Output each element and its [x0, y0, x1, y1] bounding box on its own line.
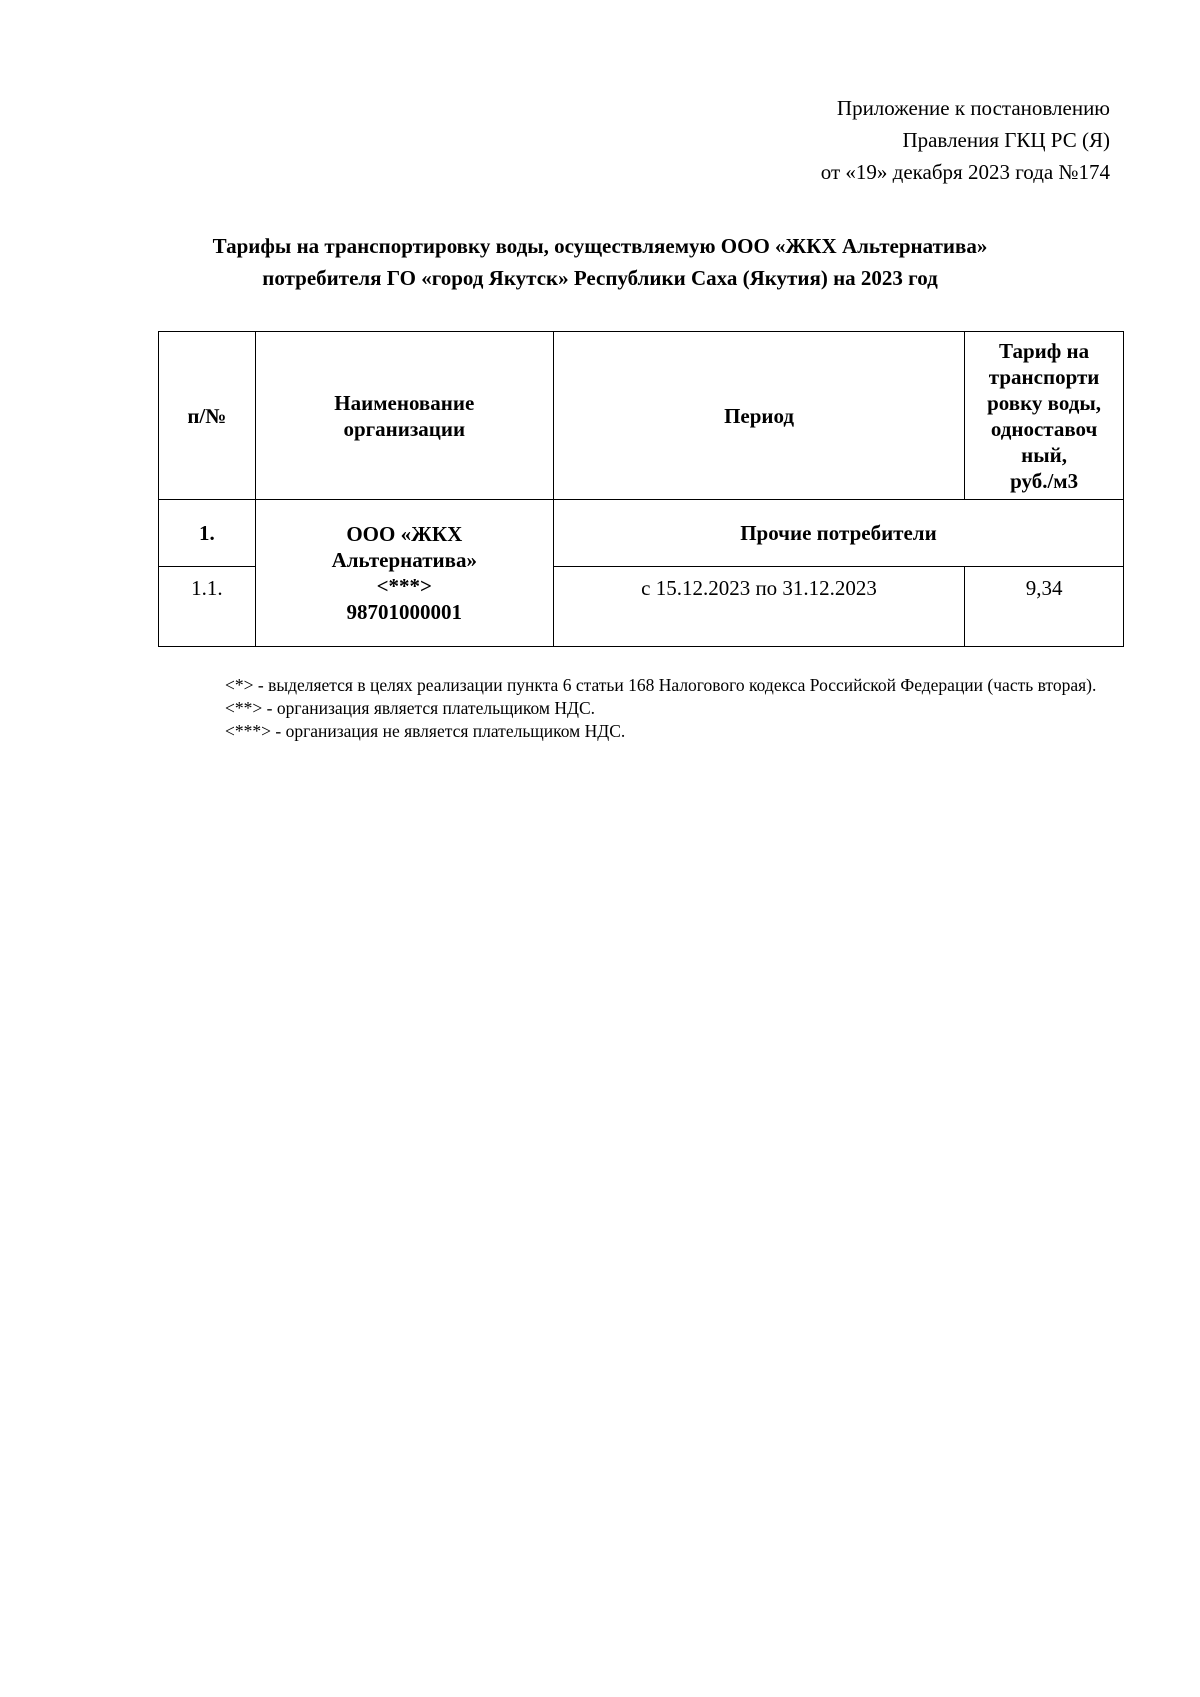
title-line-2: потребителя ГО «город Якутск» Республики Саха (Якутия) на 2023 год — [262, 266, 938, 290]
footnote-3: <***> - организация не является плательщиком НДС. — [225, 721, 626, 741]
header-tariff-line-3: ровку воды, — [987, 390, 1102, 415]
appendix-header — [610, 92, 1110, 188]
header-tariff-line-6: руб./м3 — [1010, 468, 1079, 493]
title-line-1: Тарифы на транспортировку воды, осуществляемую ООО «ЖКХ Альтернатива» — [212, 234, 988, 258]
header-tariff — [965, 332, 1124, 500]
appendix-line-3: от «19» декабря 2023 года №174 — [820, 160, 1110, 184]
header-org — [255, 332, 553, 500]
org-line-1: ООО «ЖКХ — [346, 522, 463, 546]
document-title — [120, 230, 1080, 294]
header-tariff-line-4: одноставоч — [990, 416, 1098, 441]
org-cell — [255, 500, 553, 647]
group-label: Прочие потребители — [553, 500, 1123, 567]
row-period: с 15.12.2023 по 31.12.2023 — [553, 567, 964, 647]
footnote-1 — [143, 674, 1113, 697]
header-org-line-2: организации — [343, 416, 466, 441]
header-num: п/№ — [159, 332, 256, 500]
header-period: Период — [553, 332, 964, 500]
org-line-3: <***> — [376, 574, 432, 598]
appendix-line-2: Правления ГКЦ РС (Я) — [902, 128, 1110, 152]
org-line-4: 98701000001 — [346, 600, 463, 624]
tariff-table — [158, 331, 1124, 647]
group-num: 1. — [159, 500, 256, 567]
footnote-1-line-1: <*> - выделяется в целях реализации пункта 6 статьи 168 Налогового кодекса Российской Федерации — [225, 675, 984, 695]
table-header-row — [159, 332, 1124, 500]
footnote-2: <**> - организация является плательщиком НДС. — [225, 698, 595, 718]
footnote-1-line-2: (часть вторая). — [987, 675, 1097, 695]
org-line-2: Альтернатива» — [331, 548, 477, 572]
group-row — [159, 500, 1124, 567]
footnotes — [143, 674, 1113, 743]
appendix-line-1: Приложение к постановлению — [836, 96, 1110, 120]
row-num: 1.1. — [159, 567, 256, 647]
header-tariff-line-1: Тариф на — [999, 338, 1090, 363]
header-tariff-line-5: ный, — [1021, 442, 1068, 467]
header-org-line-1: Наименование — [334, 390, 475, 415]
header-tariff-line-2: транспорти — [988, 364, 1100, 389]
row-tariff: 9,34 — [965, 567, 1124, 647]
